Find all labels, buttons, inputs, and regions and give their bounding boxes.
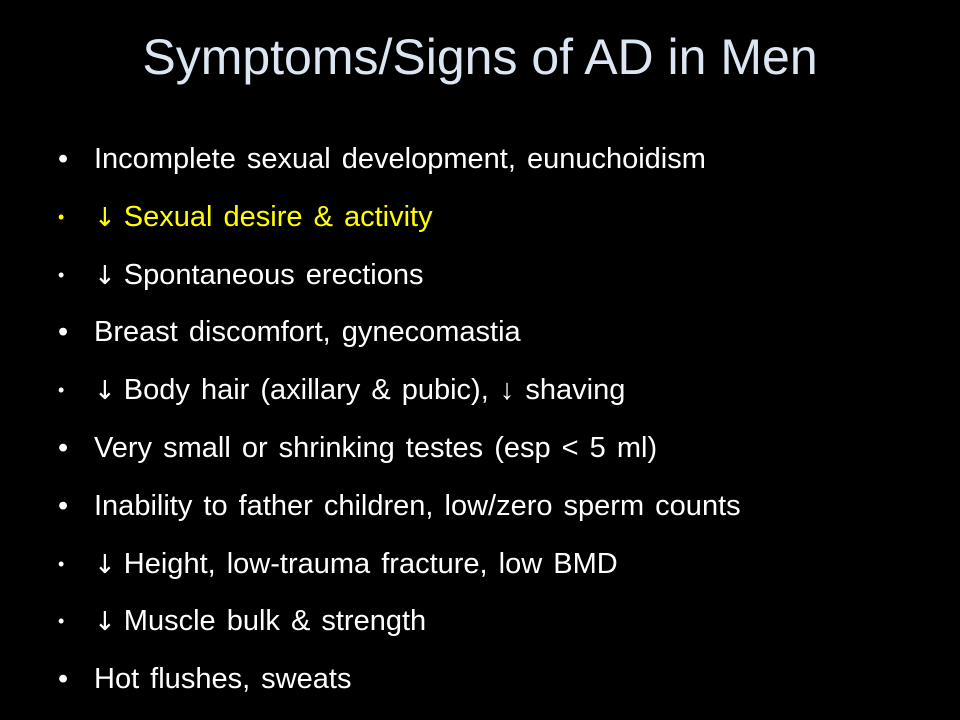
bullet-text: Spontaneous erections [123,258,424,291]
bullet-text: Height, low-trauma fracture, low BMD [123,547,618,580]
bullet-marker: • [58,264,65,285]
slide-title: Symptoms/Signs of AD in Men [142,29,818,85]
bullet-marker: • [58,206,65,227]
bullet-item [58,656,741,714]
bullet-text: Sexual desire & activity [123,200,433,233]
bullet-item [58,194,741,252]
bullet-text: Muscle bulk & strength [123,605,427,638]
bullet-text: Inability to father children, low/zero sperm counts [94,489,741,522]
bullet-marker: • [58,316,69,349]
bullet-item [58,541,741,599]
bullet-marker: • [58,663,69,696]
bullet-text: Incomplete sexual development, eunuchoidism [94,143,706,175]
down-arrow-icon: ↓ [94,549,116,580]
bullet-marker: • [58,431,69,464]
bullet-text: Very small or shrinking testes (esp < 5 ml) [94,431,658,464]
bullet-marker: • [58,489,69,522]
bullet-item [58,309,741,367]
bullet-marker: • [58,380,65,401]
bullet-item [58,425,741,483]
bullet-marker: • [58,143,69,175]
bullet-marker: • [58,611,65,632]
bullet-item [58,367,741,425]
down-arrow-icon: ↓ [94,376,116,407]
bullet-list [58,136,741,714]
down-arrow-icon: ↓ [94,202,116,233]
bullet-item [58,252,741,310]
bullet-text: Hot flushes, sweats [94,663,352,696]
bullet-item [58,598,741,656]
down-arrow-icon: ↓ [94,607,116,638]
bullet-marker: • [58,553,65,574]
down-arrow-icon: ↓ [94,260,116,291]
bullet-item [58,136,741,194]
bullet-text: Body hair (axillary & pubic), ↓ shaving [123,374,626,407]
bullet-item [58,483,741,541]
bullet-text: Breast discomfort, gynecomastia [94,316,521,349]
